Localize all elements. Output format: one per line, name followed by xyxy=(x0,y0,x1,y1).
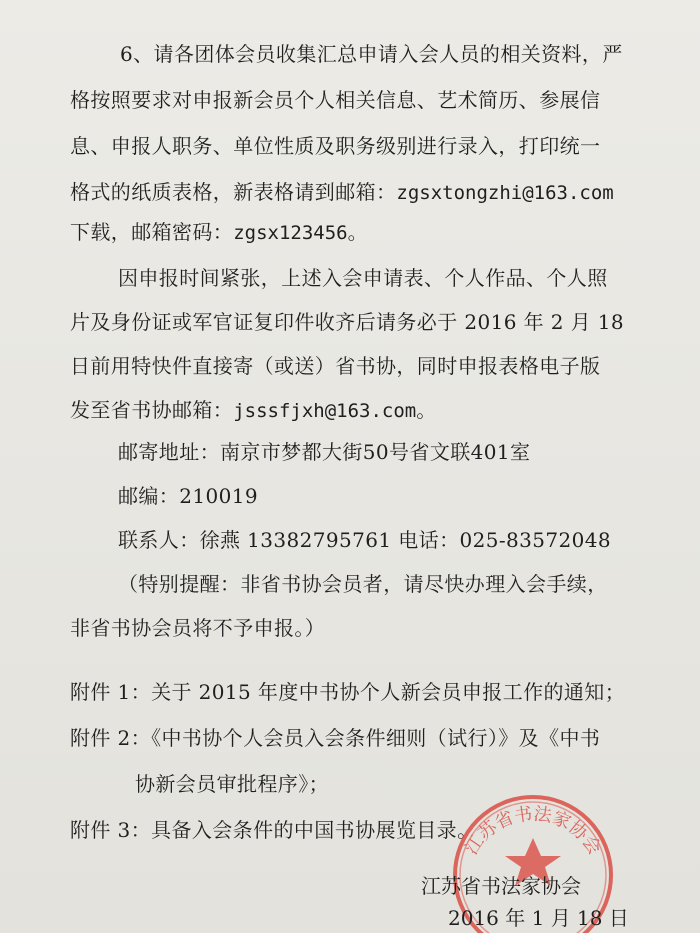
submission-email: jsssfjxh@163.com xyxy=(233,400,417,422)
attachment-1: 附件 1：关于 2015 年度中书协个人新会员申报工作的通知； xyxy=(70,680,626,704)
issuing-organization: 江苏省书法家协会 xyxy=(421,874,581,898)
paragraph6-line5-suffix: 。 xyxy=(347,220,368,244)
deadline-line4-prefix: 发至省书协邮箱： xyxy=(70,398,234,422)
email-password: zgsx123456 xyxy=(233,222,348,244)
notice-line1: （特别提醒：非省书协会员者，请尽快办理入会手续， xyxy=(118,572,608,596)
paragraph6-line4 xyxy=(70,180,614,205)
contact-person: 联系人：徐燕 13382795761 电话：025-83572048 xyxy=(118,528,612,552)
deadline-line1: 因申报时间紧张，上述入会申请表、个人作品、个人照 xyxy=(118,266,608,290)
paragraph6-line3: 息、申报人职务、单位性质及职务级别进行录入，打印统一 xyxy=(70,134,601,158)
paragraph6-line4-prefix: 格式的纸质表格，新表格请到邮箱： xyxy=(70,180,397,204)
paragraph6-line5 xyxy=(70,220,368,245)
deadline-line3: 日前用特快件直接寄（或送）省书协，同时申报表格电子版 xyxy=(70,354,601,378)
attachment-2-line2: 协新会员审批程序》； xyxy=(135,772,329,796)
attachment-2-line1: 附件 2：《中书协个人会员入会条件细则（试行）》及《中书 xyxy=(70,726,601,750)
seal-text: 江苏省书法家协会 xyxy=(461,803,605,859)
issue-date: 2016 年 1 月 18 日 xyxy=(448,906,629,930)
deadline-line4-suffix: 。 xyxy=(416,398,437,422)
notice-line2: 非省书协会员将不予申报。） xyxy=(70,616,326,640)
deadline-line2: 片及身份证或军官证复印件收齐后请务必于 2016 年 2 月 18 xyxy=(70,310,625,334)
paragraph6-line5-prefix: 下载，邮箱密码： xyxy=(70,220,234,244)
paragraph6-line1: 6、请各团体会员收集汇总申请入会人员的相关资料，严 xyxy=(120,42,623,66)
paragraph6-line2: 格按照要求对申报新会员个人相关信息、艺术简历、参展信 xyxy=(70,88,601,112)
email-download-address: zgsxtongzhi@163.com xyxy=(396,182,614,204)
mailing-address: 邮寄地址：南京市梦都大街50号省文联401室 xyxy=(118,440,531,464)
postcode: 邮编：210019 xyxy=(118,484,258,508)
deadline-line4 xyxy=(70,398,437,423)
attachment-3: 附件 3：具备入会条件的中国书协展览目录。 xyxy=(70,818,478,842)
